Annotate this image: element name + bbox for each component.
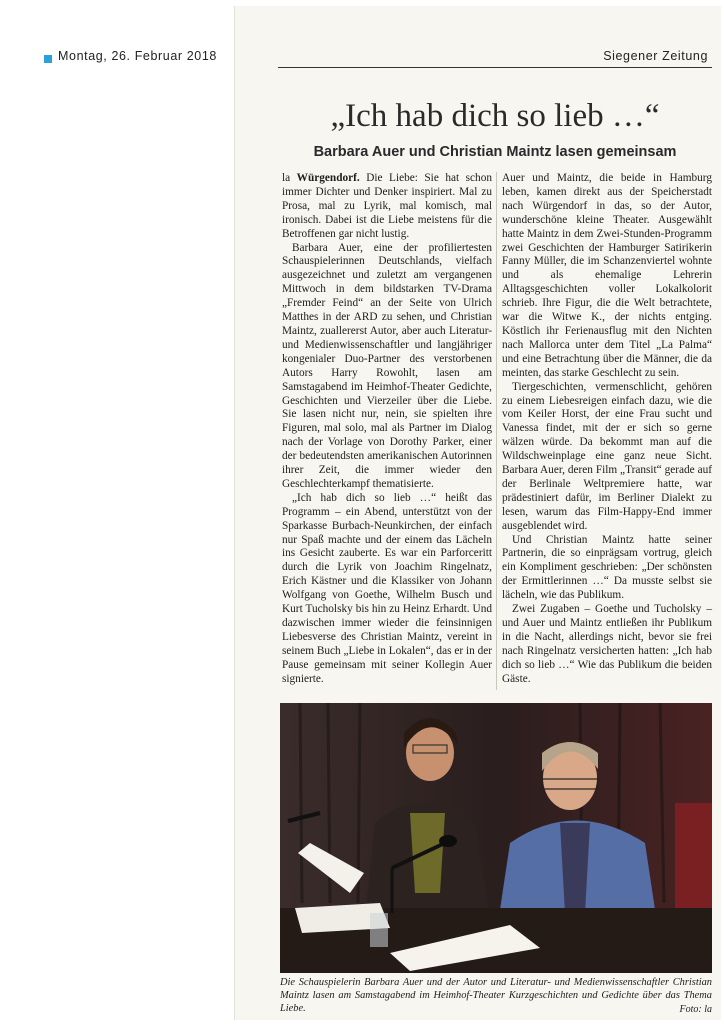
article-paragraph: Barbara Auer, eine der profiliertesten Schauspielerinnen Deutschlands, vielfach ausgezeichnet und zuletzt am vergangenen Mittwoch in dem bildstarken TV-Drama „Fremder Feind“ an der Seite von Ulrich Matthes in der ARD zu sehen, und Christian Maintz, zuallererst Autor, aber auch Literatur- und Medienwissenschaftler und langjähriger kongenialer Duo-Partner des verstorbenen Autors Harry Rowohlt, lasen am Samstagabend im Heimhof-Theater Gedichte, Geschichten und Vierzeiler über die Liebe. Sie lasen nicht nur, nein, sie spielten ihre Figuren, mal solo, mal als Partner im Dialog nach der Vorlage von Dorothy Parker, einer der bedeutendsten amerikanischen Autorinnen ihrer Zeit, die immer wieder den Geschlechterkampf thematisierte. — [282, 241, 492, 490]
masthead-rule — [278, 67, 712, 68]
red-chair — [675, 803, 712, 923]
water-glass — [370, 913, 388, 947]
article-paragraph: „Ich hab dich so lieb …“ heißt das Programm – ein Abend, unterstützt von der Sparkasse Burbach-Neunkirchen, der einfach nur Spaß machte und der einem das Lächeln ins Gesicht zauberte. Es war ein Parforceritt durch die Lyrik von Joachim Ringelnatz, Erich Kästner und die Klassiker von Johann Wolfgang von Goethe, Wilhelm Busch und Kurt Tucholsky bis hin zu Heinz Erhardt. Und dazwischen immer wieder die feinsinnigen Liebesverse des Christian Maintz, vereint in seinem Buch „Liebe in Lokalen“, das er in der Pause gemeinsam mit seiner Kollegin Auer signierte. — [282, 491, 492, 685]
article-column-right — [502, 172, 712, 687]
article-paragraph: Tiergeschichten, vermenschlicht, gehören zu einem Liebesreigen einfach dazu, wie die vom Keiler Horst, der eine Frau sucht und Vanessa findet, mit der er sich so gerne wälzen würde. Da bekommt man auf die Wildschweinplage eine ganz neue Sicht. Barbara Auer, deren Film „Transit“ gerade auf der Berlinale Weltpremiere hatte, war prädestiniert dafür, im Berliner Dialekt zu lesen, warum das Film-Happy-End immer ausgeblendet wird. — [502, 380, 712, 532]
section-marker — [44, 55, 52, 63]
newspaper-name: Siegener Zeitung — [603, 49, 708, 63]
author-prefix: la — [282, 172, 291, 184]
paragraph-text: Die Liebe: Sie hat schon immer Dichter und Denker inspiriert. Mal zu Prosa, mal zu Lyrik, mal komisch, mal ironisch. Dabei ist die Liebe meistens für die Betroffenen gar nicht lustig. — [282, 172, 492, 240]
photo-credit: Foto: la — [679, 1004, 712, 1015]
photo-illustration — [280, 703, 712, 973]
photo-caption: Die Schauspielerin Barbara Auer und der Autor und Literatur- und Medienwissenschaftler Christian Maintz lasen am Samstagabend im Heimhof-Theater Kurzgeschichten und Gedichte über das Thema Liebe. — [280, 977, 712, 1014]
article-paragraph: Zwei Zugaben – Goethe und Tucholsky – und Auer und Maintz entließen ihr Publikum in die Nacht, allerdings nicht, bevor sie frei nach Ringelnatz versicherten hatten: „Ich hab dich so lieb …“ Wie das Publikum die beiden Gäste. — [502, 603, 712, 685]
article-column-left — [282, 172, 492, 687]
issue-date: Montag, 26. Februar 2018 — [58, 49, 217, 63]
article-paragraph: Auer und Maintz, die beide in Hamburg leben, kamen direkt aus der Speicherstadt nach Würgendorf in das, so der Autor, wunderschöne kleine Theater. Ausgewählt hatte Maintz in dem Zwei-Stunden-Programm zwei Geschichten der Hamburger Satirikerin Fanny Müller, die im Schanzenviertel wohnte und als ehemalige Lehrerin Alltagsgeschichten voller Lokalkolorit schrieb. Ihre Figur, die die Welt betrachtete, war die Witwe K., der nichts entging. Köstlich ihr Ferienausflug mit den Nichten nach Mallorca unter dem Titel „La Palma“ und eine Betrachtung über die Männer, die da meinten, das starke Geschlecht zu sein. — [502, 172, 712, 379]
dateline: Würgendorf. — [296, 172, 360, 184]
article-paragraph: Und Christian Maintz hatte seiner Partnerin, die so einprägsam vortrug, gleich ein Kompliment geschrieben: „Der schönsten der Ermittlerinnen …“ Da musste selbst sie lächeln, wie das Publikum. — [502, 533, 712, 602]
column-divider — [496, 172, 497, 690]
article-paragraph — [282, 172, 492, 242]
article-photo — [280, 703, 712, 973]
masthead — [44, 45, 716, 65]
article-subheadline: Barbara Auer und Christian Maintz lasen gemeinsam — [313, 144, 677, 160]
article-headline: „Ich hab dich so lieb …“ — [330, 98, 660, 134]
